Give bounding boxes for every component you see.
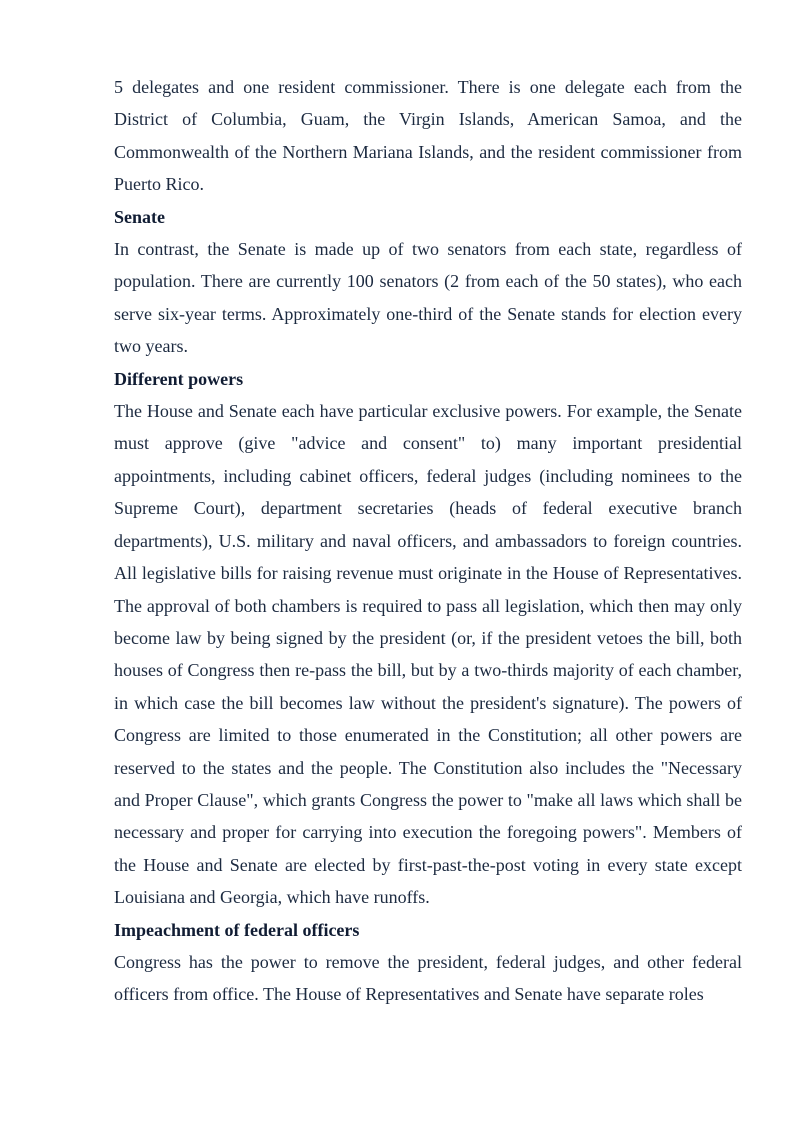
paragraph-different-powers: The House and Senate each have particular exclusive powers. For example, the Senate must approve (give "advice and consent" to) many important presidential appointments, including cabinet officers, federal judges (including nominees to the Supreme Court), department secretaries (heads of federal executive branch departments), U.S. military and naval officers, and ambassadors to foreign countries. All legislative bills for raising revenue must originate in the House of Representatives. The approval of both chambers is required to pass all legislation, which then may only become law by being signed by the president (or, if the president vetoes the bill, both houses of Congress then re-pass the bill, but by a two-thirds majority of each chamber, in which case the bill becomes law without the president's signature). The powers of Congress are limited to those enumerated in the Constitution; all other powers are reserved to the states and the people. The Constitution also includes the "Necessary and Proper Clause", which grants Congress the power to "make all laws which shall be necessary and proper for carrying into execution the foregoing powers". Members of the House and Senate are elected by first-past-the-post voting in every state except Louisiana and Georgia, which have runoffs.	[114, 401, 742, 908]
paragraph-impeachment: Congress has the power to remove the president, federal judges, and other federal officers from office. The House of Representatives and Senate have separate roles	[114, 951, 742, 1005]
paragraph-senate: In contrast, the Senate is made up of two senators from each state, regardless of population. There are currently 100 senators (2 from each of the 50 states), who each serve six-year terms. Approximately one-third of the Senate stands for election every two years.	[114, 239, 742, 357]
heading-different-powers: Different powers	[114, 368, 244, 389]
paragraph-delegates: 5 delegates and one resident commissioner. There is one delegate each from the District of Columbia, Guam, the Virgin Islands, American Samoa, and the Commonwealth of the Northern Mariana Islands, and the resident commissioner from Puerto Rico.	[114, 77, 742, 195]
document-page	[114, 71, 742, 1011]
heading-impeachment: Impeachment of federal officers	[114, 919, 360, 940]
heading-senate: Senate	[114, 206, 165, 227]
